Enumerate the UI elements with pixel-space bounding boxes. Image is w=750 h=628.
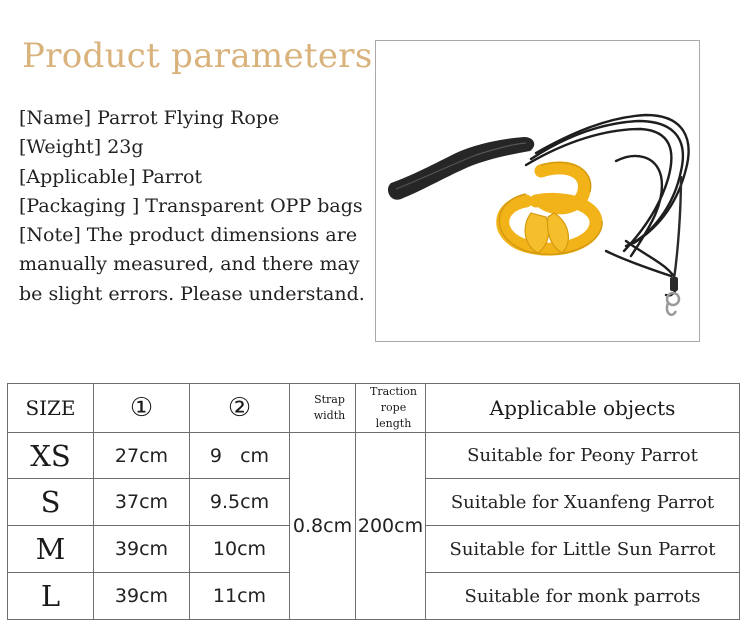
header-circumference-1: ① — [94, 384, 190, 433]
measure-1: 37cm — [94, 479, 190, 526]
param-note: [Note] The product dimensions are manually measured, and there may be slight errors. Please understand. — [19, 224, 365, 305]
size-label: M — [8, 526, 94, 573]
measure-2: 9 cm — [190, 433, 290, 479]
table-row — [8, 433, 740, 479]
size-label: S — [8, 479, 94, 526]
applicable-object: Suitable for Little Sun Parrot — [426, 526, 740, 573]
rope-length-value: 200cm — [356, 433, 426, 620]
measure-2: 11cm — [190, 573, 290, 620]
size-label: L — [8, 573, 94, 620]
applicable-object: Suitable for Peony Parrot — [426, 433, 740, 479]
header-circumference-2: ② — [190, 384, 290, 433]
parameters-list — [19, 104, 371, 309]
product-photo — [375, 40, 700, 342]
size-label: XS — [8, 433, 94, 479]
strap-width-value: 0.8cm — [290, 433, 356, 620]
header-applicable-objects: Applicable objects — [426, 384, 740, 433]
header-size: SIZE — [8, 384, 94, 433]
applicable-object: Suitable for Xuanfeng Parrot — [426, 479, 740, 526]
applicable-object: Suitable for monk parrots — [426, 573, 740, 620]
param-weight: [Weight] 23g — [19, 136, 144, 159]
parrot-harness-illustration — [376, 41, 699, 341]
param-packaging: [Packaging ] Transparent OPP bags — [19, 194, 363, 217]
header-strap-width: Strap width — [290, 384, 356, 433]
size-table — [7, 383, 740, 620]
param-name: [Name] Parrot Flying Rope — [19, 107, 280, 129]
measure-1: 39cm — [94, 573, 190, 620]
measure-2: 9.5cm — [190, 479, 290, 526]
param-applicable: [Applicable] Parrot — [19, 165, 203, 188]
page-title: Product parameters — [22, 36, 373, 76]
measure-1: 27cm — [94, 433, 190, 479]
measure-1: 39cm — [94, 526, 190, 573]
measure-2: 10cm — [190, 526, 290, 573]
size-table-header — [8, 384, 740, 433]
header-rope-length: Traction rope length — [356, 384, 426, 433]
